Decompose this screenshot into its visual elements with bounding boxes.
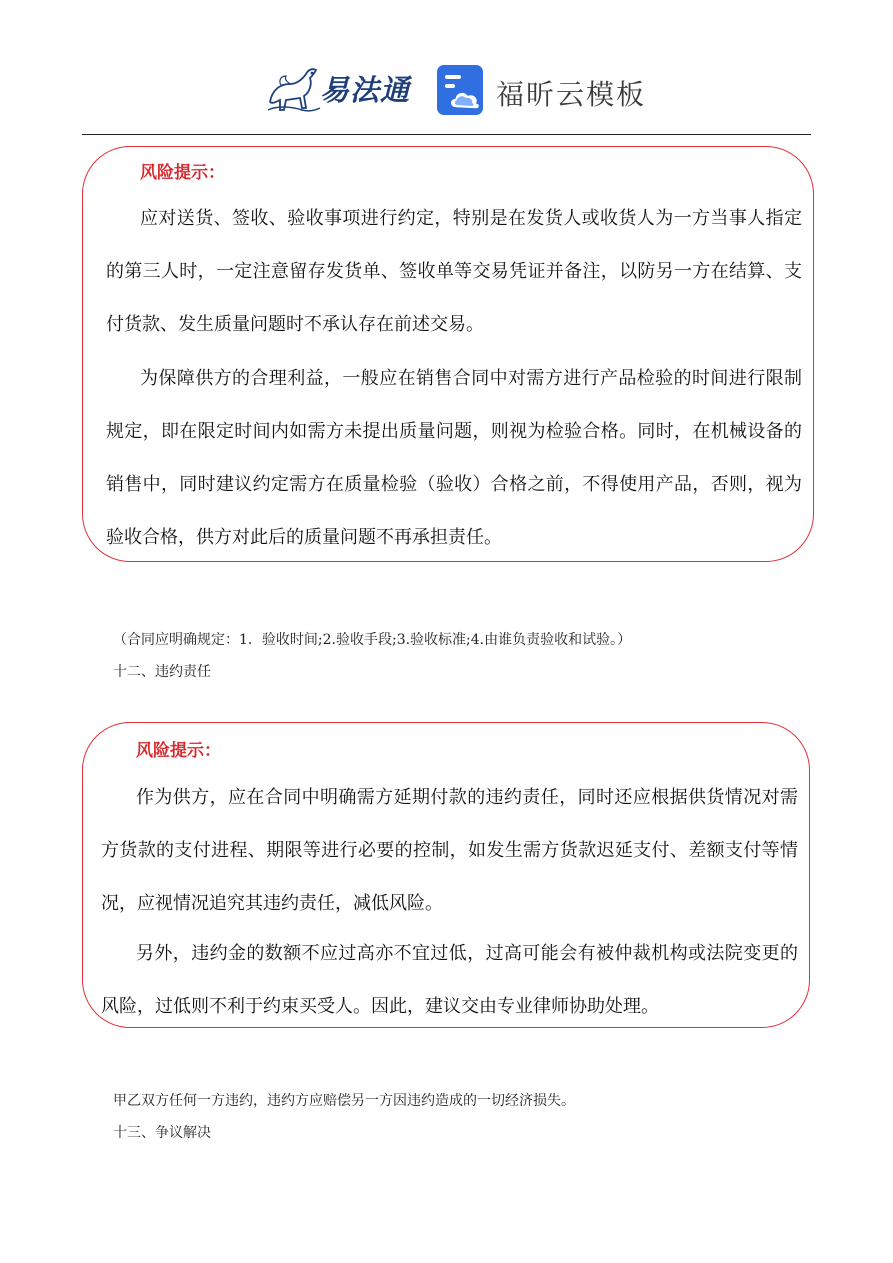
liability-line: 甲乙双方任何一方违约，违约方应赔偿另一方因违约造成的一切经济损失。 — [113, 1093, 575, 1109]
qilin-logo-icon — [262, 62, 322, 116]
risk-warning-title: 风险提示： — [140, 163, 225, 183]
header-divider — [82, 134, 811, 135]
risk-warning-title: 风险提示： — [136, 741, 221, 761]
section-heading: 十三、争议解决 — [113, 1125, 211, 1141]
logo-left-text: 易法通 — [320, 73, 411, 107]
page-header — [0, 58, 893, 122]
note-line: （合同应明确规定：1．验收时间;2.验收手段;3.验收标准;4.由谁负责验收和试验。） — [113, 632, 632, 648]
section-heading: 十二、违约责任 — [113, 664, 211, 680]
risk-paragraph: 应对送货、签收、验收事项进行约定，特别是在发货人或收货人为一方当事人指定的第三人时，一定注意留存发货单、签收单等交易凭证并备注，以防另一方在结算、支付货款、发生质量问题时不承认存在前述交易。 — [106, 208, 802, 335]
risk-paragraph: 为保障供方的合理利益，一般应在销售合同中对需方进行产品检验的时间进行限制规定，即在限定时间内如需方未提出质量问题，则视为检验合格。同时，在机械设备的销售中，同时建议约定需方在质量检验（验收）合格之前，不得使用产品，否则，视为验收合格，供方对此后的质量问题不再承担责任。 — [106, 368, 802, 548]
risk-paragraph: 作为供方，应在合同中明确需方延期付款的违约责任，同时还应根据供货情况对需方货款的支付进程、期限等进行必要的控制，如发生需方货款迟延支付、差额支付等情况，应视情况追究其违约责任，减低风险。 — [101, 787, 798, 914]
cloud-document-icon — [436, 64, 486, 116]
risk-paragraph: 另外，违约金的数额不应过高亦不宜过低，过高可能会有被仲裁机构或法院变更的风险，过低则不利于约束买受人。因此，建议交由专业律师协助处理。 — [101, 943, 798, 1017]
yifatong-logo — [262, 62, 412, 116]
logo-right-text: 福昕云模板 — [496, 78, 647, 111]
